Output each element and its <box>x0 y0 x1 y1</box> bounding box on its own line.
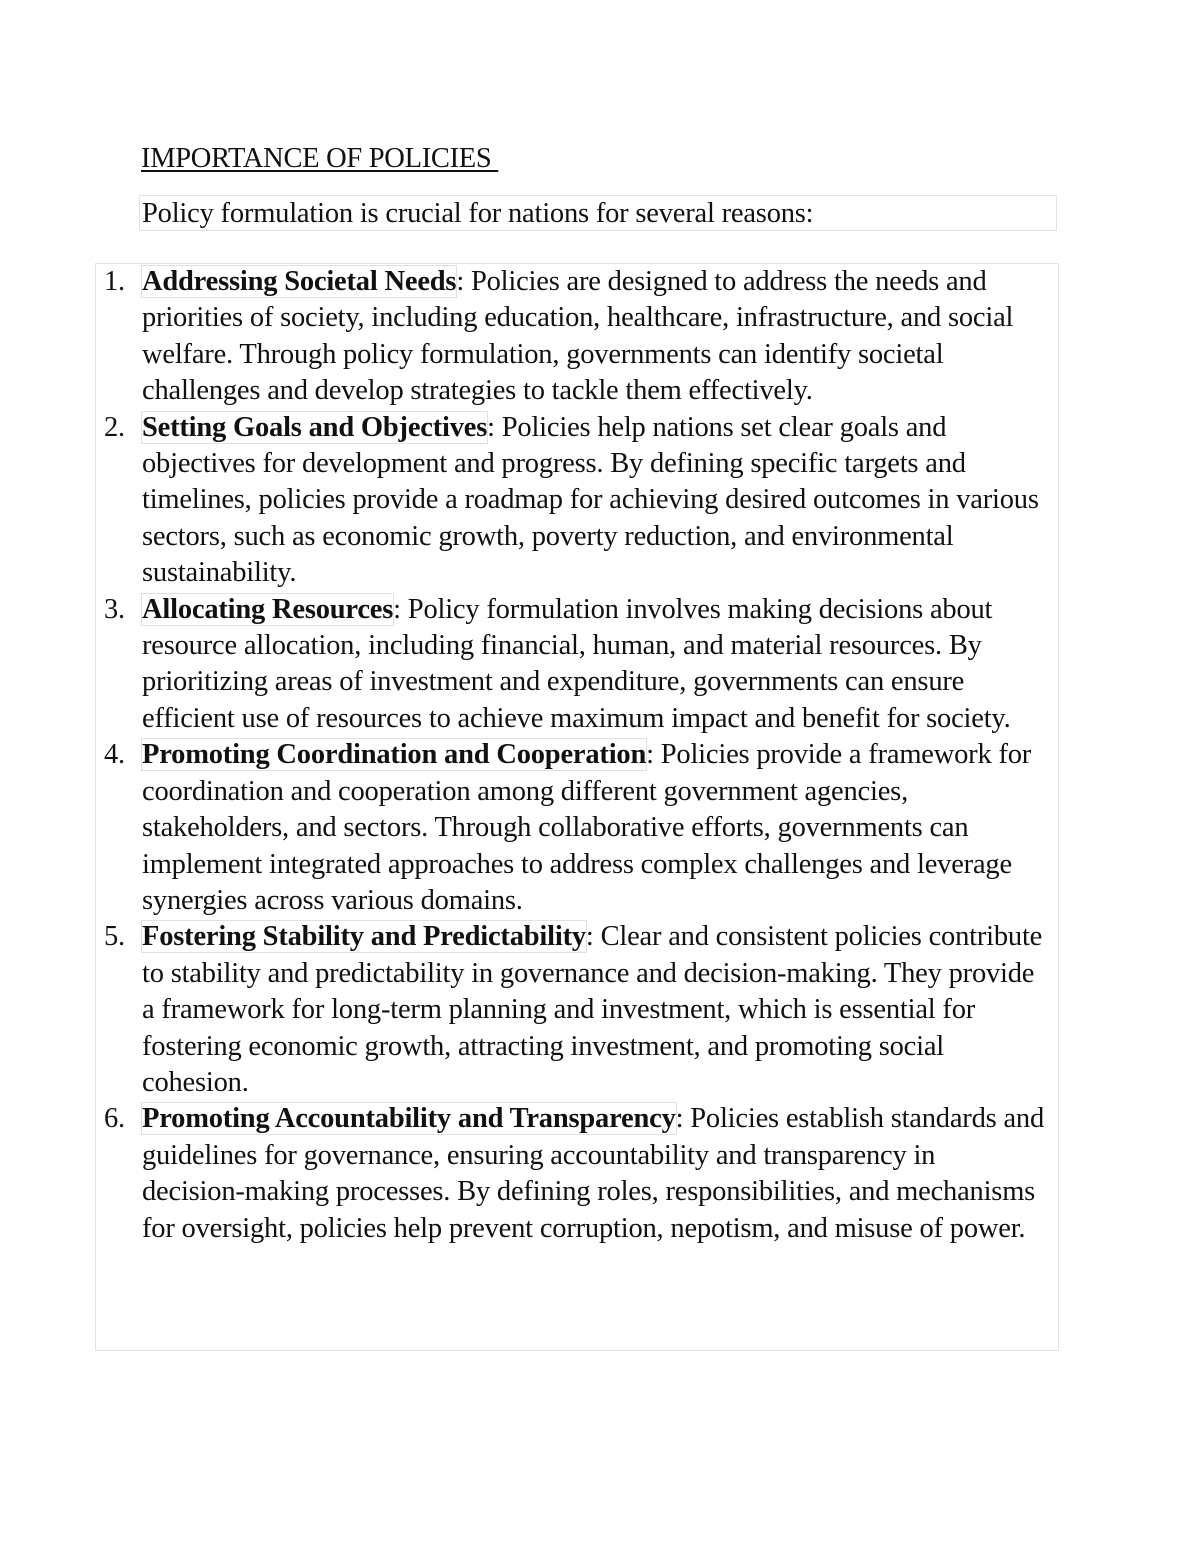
list-item-heading: Addressing Societal Needs <box>142 266 457 297</box>
intro-paragraph-box <box>139 195 1057 231</box>
list-item-number: 6. <box>104 1103 125 1135</box>
list-item <box>96 919 1058 1101</box>
list-item-number: 1. <box>104 266 125 297</box>
list-item-heading: Setting Goals and Objectives <box>142 411 488 443</box>
list-item-text: : Clear and consistent policies contribute to stability and predictability in governance and decision-making. They provide a framework for long-term planning and investment, which is essential for fostering economic growth, attracting investment, and promoting social cohesion. <box>142 921 1043 1098</box>
list-item-heading: Promoting Accountability and Transparency <box>142 1103 676 1135</box>
list-item <box>96 737 1058 919</box>
list-item-text: : Policies establish standards and guidelines for governance, ensuring accountability and transparency in decision-making processes. By defining roles, responsibilities, and mechanisms for oversight, policies help prevent corruption, nepotism, and misuse of power. <box>142 1103 1045 1244</box>
list-item <box>96 592 1058 738</box>
reasons-list <box>96 264 1058 1247</box>
list-item-text: : Policy formulation involves making decisions about resource allocation, including financial, human, and material resources. By prioritizing areas of investment and expenditure, governments can ensure efficient use of resources to achieve maximum impact and benefit for society. <box>142 593 1011 734</box>
list-item-heading: Promoting Coordination and Cooperation <box>142 739 647 771</box>
reasons-list-box <box>95 263 1059 1351</box>
list-item-text: : Policies help nations set clear goals and objectives for development and progress. By defining specific targets and timelines, policies provide a roadmap for achieving desired outcomes in various sectors, such as economic growth, poverty reduction, and environmental sustainability. <box>142 411 1039 589</box>
list-item <box>96 410 1058 592</box>
list-item-number: 4. <box>104 739 125 771</box>
list-item-text: : Policies are designed to address the needs and priorities of society, including education, healthcare, infrastructure, and social welfare. Through policy formulation, governments can identify societal challenges and develop strategies to tackle them effectively. <box>142 266 1014 407</box>
document-title: IMPORTANCE OF POLICIES <box>141 143 499 174</box>
list-item-heading: Fostering Stability and Predictability <box>142 921 586 953</box>
list-item-heading: Allocating Resources <box>142 593 394 625</box>
intro-paragraph: Policy formulation is crucial for nations for several reasons: <box>142 198 814 229</box>
list-item-number: 3. <box>104 593 125 625</box>
list-item-text: : Policies provide a framework for coordination and cooperation among different government agencies, stakeholders, and sectors. Through collaborative efforts, governments can implement integrated approaches to address complex challenges and leverage synergies across various domains. <box>142 739 1032 916</box>
list-item <box>96 1101 1058 1247</box>
list-item <box>96 264 1058 410</box>
list-item-number: 2. <box>104 411 125 443</box>
list-item-number: 5. <box>104 921 125 953</box>
